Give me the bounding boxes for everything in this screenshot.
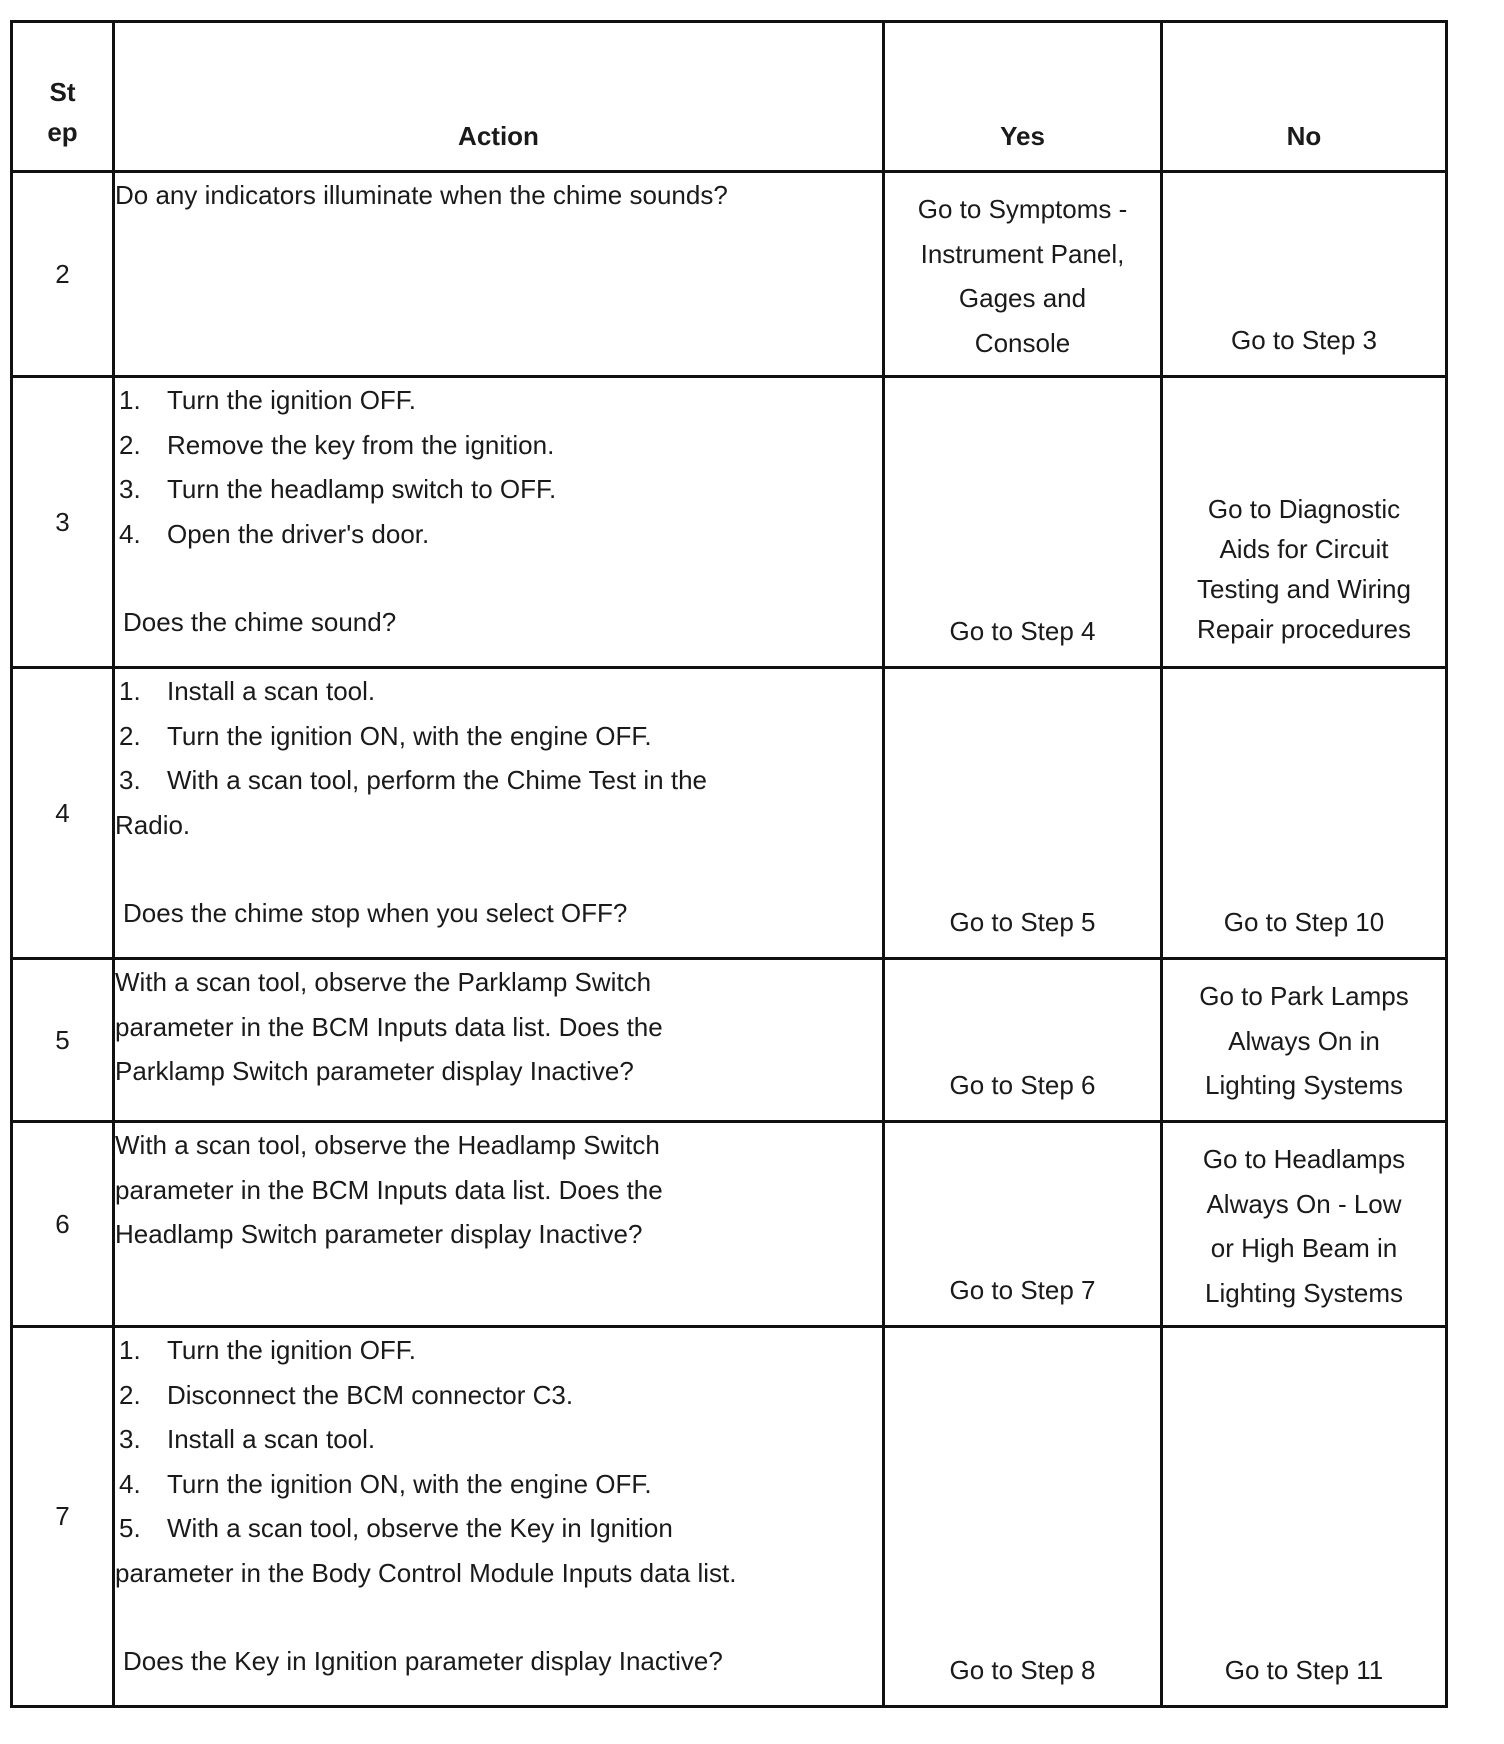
action-cell bbox=[114, 959, 884, 1122]
yes-line: Instrument Panel, bbox=[920, 238, 1125, 269]
yes-line: Go to Step 4 bbox=[949, 615, 1096, 646]
no-cell bbox=[1162, 172, 1447, 377]
table-row bbox=[12, 1122, 1447, 1327]
list-item: 2. Turn the ignition ON, with the engine OFF. bbox=[119, 720, 652, 751]
no-line: Go to Step 10 bbox=[1223, 906, 1385, 937]
yes-line: Go to Step 5 bbox=[949, 906, 1096, 937]
no-line: Lighting Systems bbox=[1205, 1277, 1403, 1308]
yes-cell bbox=[884, 1122, 1162, 1327]
header-no: No bbox=[1162, 22, 1447, 172]
action-line: parameter in the BCM Inputs data list. Does the bbox=[115, 1174, 663, 1205]
list-item: 5. With a scan tool, observe the Key in Ignition bbox=[119, 1513, 673, 1543]
yes-line: Go to Step 7 bbox=[949, 1274, 1096, 1305]
no-line: Go to Step 11 bbox=[1224, 1654, 1384, 1685]
yes-cell bbox=[884, 1327, 1162, 1707]
list-item: 2. Disconnect the BCM connector C3. bbox=[119, 1379, 574, 1410]
header-action: Action bbox=[114, 22, 884, 172]
list-item: 1. Install a scan tool. bbox=[119, 676, 376, 706]
header-step: St ep bbox=[12, 22, 114, 172]
list-item: 4. Turn the ignition ON, with the engine OFF. bbox=[119, 1468, 652, 1499]
yes-line: Console bbox=[974, 327, 1071, 358]
action-cell bbox=[114, 1122, 884, 1327]
no-line: Go to Headlamps bbox=[1202, 1144, 1406, 1174]
question-text: Does the Key in Ignition parameter display Inactive? bbox=[123, 1646, 723, 1676]
action-line: With a scan tool, observe the Headlamp Switch bbox=[115, 1130, 660, 1160]
yes-cell bbox=[884, 959, 1162, 1122]
list-item: 1. Turn the ignition OFF. bbox=[119, 1335, 417, 1365]
step-number: 3 bbox=[12, 377, 114, 668]
step-number: 2 bbox=[12, 172, 114, 377]
action-steps bbox=[115, 669, 882, 803]
question-text: Do any indicators illuminate when the chime sounds? bbox=[115, 180, 728, 210]
yes-line: Go to Symptoms - bbox=[917, 194, 1128, 224]
table-row bbox=[12, 668, 1447, 959]
no-line: Aids for Circuit bbox=[1219, 534, 1389, 564]
no-line: or High Beam in bbox=[1210, 1233, 1398, 1263]
table-row bbox=[12, 172, 1447, 377]
no-cell bbox=[1162, 1122, 1447, 1327]
no-line: Go to Park Lamps bbox=[1199, 981, 1409, 1011]
diagnostic-table bbox=[10, 20, 1448, 1708]
header-yes: Yes bbox=[884, 22, 1162, 172]
list-item: 3. Install a scan tool. bbox=[119, 1424, 376, 1454]
step-number: 5 bbox=[12, 959, 114, 1122]
yes-cell bbox=[884, 172, 1162, 377]
continuation-text: parameter in the Body Control Module Inputs data list. bbox=[115, 1557, 737, 1588]
action-steps bbox=[115, 378, 882, 556]
question-text: Does the chime stop when you select OFF? bbox=[123, 898, 628, 928]
list-item: 4. Open the driver's door. bbox=[119, 518, 430, 549]
table-row bbox=[12, 1327, 1447, 1707]
action-line: Headlamp Switch parameter display Inactive? bbox=[115, 1219, 643, 1249]
no-line: Lighting Systems bbox=[1205, 1070, 1403, 1100]
step-number: 6 bbox=[12, 1122, 114, 1327]
no-line: Repair procedures bbox=[1197, 614, 1411, 644]
no-cell bbox=[1162, 377, 1447, 668]
header-row bbox=[12, 22, 1447, 172]
no-line: Always On - Low bbox=[1206, 1188, 1402, 1219]
step-number: 7 bbox=[12, 1327, 114, 1707]
list-item: 3. Turn the headlamp switch to OFF. bbox=[119, 474, 557, 504]
no-line: Testing and Wiring bbox=[1197, 574, 1411, 604]
step-number: 4 bbox=[12, 668, 114, 959]
no-line: Go to Diagnostic bbox=[1207, 494, 1401, 524]
yes-cell bbox=[884, 377, 1162, 668]
list-item: 2. Remove the key from the ignition. bbox=[119, 429, 555, 460]
no-line: Go to Step 3 bbox=[1231, 324, 1377, 355]
table-row bbox=[12, 377, 1447, 668]
table-row bbox=[12, 959, 1447, 1122]
list-item: 1. Turn the ignition OFF. bbox=[119, 385, 417, 415]
action-line: parameter in the BCM Inputs data list. Does the bbox=[115, 1011, 663, 1042]
yes-line: Go to Step 6 bbox=[949, 1069, 1096, 1100]
action-cell bbox=[114, 1327, 884, 1707]
no-cell bbox=[1162, 668, 1447, 959]
question-text: Does the chime sound? bbox=[123, 607, 397, 637]
action-cell bbox=[114, 172, 884, 377]
action-cell bbox=[114, 377, 884, 668]
yes-cell bbox=[884, 668, 1162, 959]
yes-line: Gages and bbox=[958, 283, 1087, 313]
no-cell bbox=[1162, 1327, 1447, 1707]
no-cell bbox=[1162, 959, 1447, 1122]
list-item: 3. With a scan tool, perform the Chime Test in the bbox=[119, 765, 707, 795]
no-line: Always On in bbox=[1228, 1025, 1380, 1056]
action-line: Parklamp Switch parameter display Inactive? bbox=[115, 1056, 634, 1086]
continuation-text: Radio. bbox=[115, 809, 191, 840]
yes-line: Go to Step 8 bbox=[949, 1654, 1096, 1685]
action-cell bbox=[114, 668, 884, 959]
action-steps bbox=[115, 1328, 882, 1551]
action-line: With a scan tool, observe the Parklamp Switch bbox=[115, 967, 652, 997]
